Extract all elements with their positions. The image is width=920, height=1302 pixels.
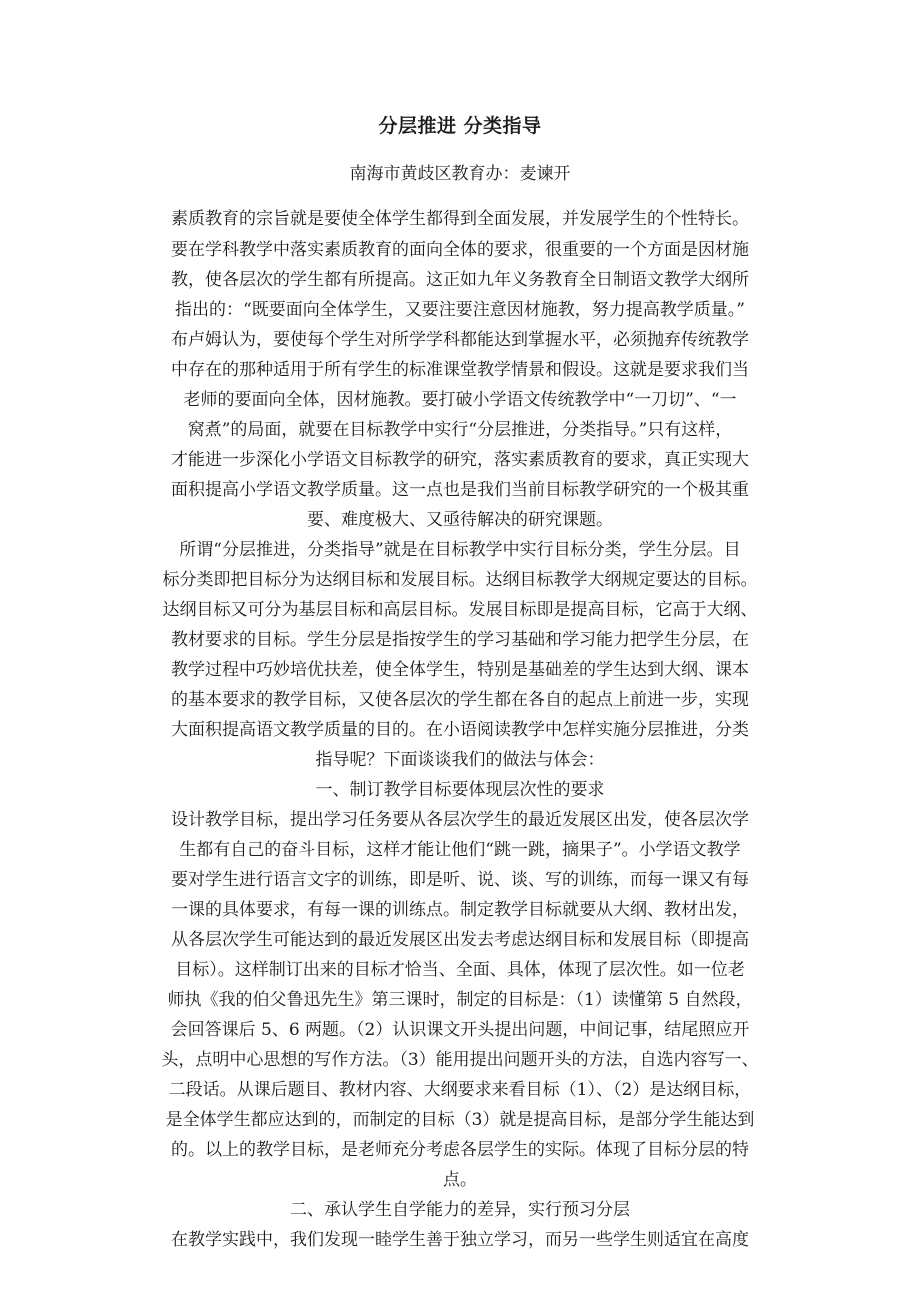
body-line: 的基本要求的教学目标，又使各层次的学生都在各自的起点上前进一步，实现 [171, 690, 749, 710]
body-line: 点。 [443, 1170, 477, 1190]
body-line: 大面积提高语文教学质量的目的。在小语阅读教学中怎样实施分层推进，分类 [171, 720, 749, 740]
body-line: 头，点明中心思想的写作方法。（3）能用提出问题开头的方法，自选内容写一、 [161, 1050, 759, 1070]
body-line: 教，使各层次的学生都有所提高。这正如九年义务教育全日制语文教学大纲所 [171, 270, 749, 290]
body-line: 中存在的那种适用于所有学生的标准课堂教学情景和假设。这就是要求我们当 [171, 360, 749, 380]
body-line: 设计教学目标，提出学习任务要从各层次学生的最近发展区出发，使各层次学 [171, 810, 749, 830]
body-line: 生都有自己的奋斗目标，这样才能让他们“跳一跳，摘果子”。小学语文教学 [179, 840, 741, 860]
body-line: 窝煮”的局面，就要在目标教学中实行“分层推进，分类指导。”只有这样， [187, 420, 733, 440]
body-line: 要对学生进行语言文字的训练，即是听、说、谈、写的训练，而每一课又有每 [171, 870, 749, 890]
body-line: 二段话。从课后题目、教材内容、大纲要求来看目标（1）、（2）是达纲目标， [168, 1080, 752, 1100]
body-line: 要、难度极大、又亟待解决的研究课题。 [307, 510, 613, 530]
body-line: 所谓“分层推进，分类指导”就是在目标教学中实行目标分类，学生分层。目 [179, 540, 741, 560]
body-line: 指出的：“既要面向全体学生，又要注要注意因材施教，努力提高教学质量。” [175, 300, 745, 320]
document-author: 南海市黄歧区教育办：麦谏开 [349, 164, 571, 184]
body-line: 达纲目标又可分为基层目标和高层目标。发展目标即是提高目标，它高于大纲、 [162, 600, 758, 620]
body-line: 教材要求的目标。学生分层是指按学生的学习基础和学习能力把学生分层，在 [171, 630, 749, 650]
body-line: 目标）。这样制订出来的目标才恰当、全面、具体，体现了层次性。如一位老 [175, 960, 745, 980]
body-line: 布卢姆认为，要使每个学生对所学学科都能达到掌握水平，必须抛弃传统教学 [171, 330, 749, 350]
body-line: 才能进一步深化小学语文目标教学的研究，落实素质教育的要求，真正实现大 [171, 450, 749, 470]
body-line: 教学过程中巧妙培优扶差，使全体学生，特别是基础差的学生达到大纲、课本 [171, 660, 749, 680]
section-heading: 二、承认学生自学能力的差异，实行预习分层 [290, 1200, 630, 1220]
body-line: 素质教育的宗旨就是要使全体学生都得到全面发展，并发展学生的个性特长。 [171, 209, 749, 229]
body-line: 会回答课后 5、6 两题。（2）认识课文开头提出问题，中间记事，结尾照应开 [170, 1020, 750, 1040]
body-line: 在教学实践中，我们发现一睦学生善于独立学习，而另一些学生则适宜在高度 [171, 1230, 749, 1250]
body-line: 是全体学生都应达到的，而制定的目标（3）就是提高目标，是部分学生能达到 [165, 1110, 755, 1130]
document-title: 分层推进 分类指导 [378, 115, 542, 137]
section-heading: 一、制订教学目标要体现层次性的要求 [315, 780, 605, 800]
body-line: 从各层次学生可能达到的最近发展区出发去考虑达纲目标和发展目标（即提高 [171, 930, 749, 950]
body-line: 要在学科教学中落实素质教育的面向全体的要求，很重要的一个方面是因材施 [171, 240, 749, 260]
body-line: 指导呢？下面谈谈我们的做法与体会： [315, 750, 605, 770]
body-line: 一课的具体要求，有每一课的训练点。制定教学目标就要从大纲、教材出发， [171, 900, 749, 920]
body-line: 面积提高小学语文教学质量。这一点也是我们当前目标教学研究的一个极其重 [171, 480, 749, 500]
body-line: 标分类即把目标分为达纲目标和发展目标。达纲目标教学大纲规定要达的目标。 [162, 570, 758, 590]
body-line: 老师的要面向全体，因材施教。要打破小学语文传统教学中“一刀切”、“一 [183, 390, 737, 410]
body-line: 师执《我的伯父鲁迅先生》第三课时，制定的目标是：（1）读懂第 5 自然段， [167, 990, 753, 1010]
body-line: 的。以上的教学目标，是老师充分考虑各层学生的实际。体现了目标分层的特 [171, 1140, 749, 1160]
